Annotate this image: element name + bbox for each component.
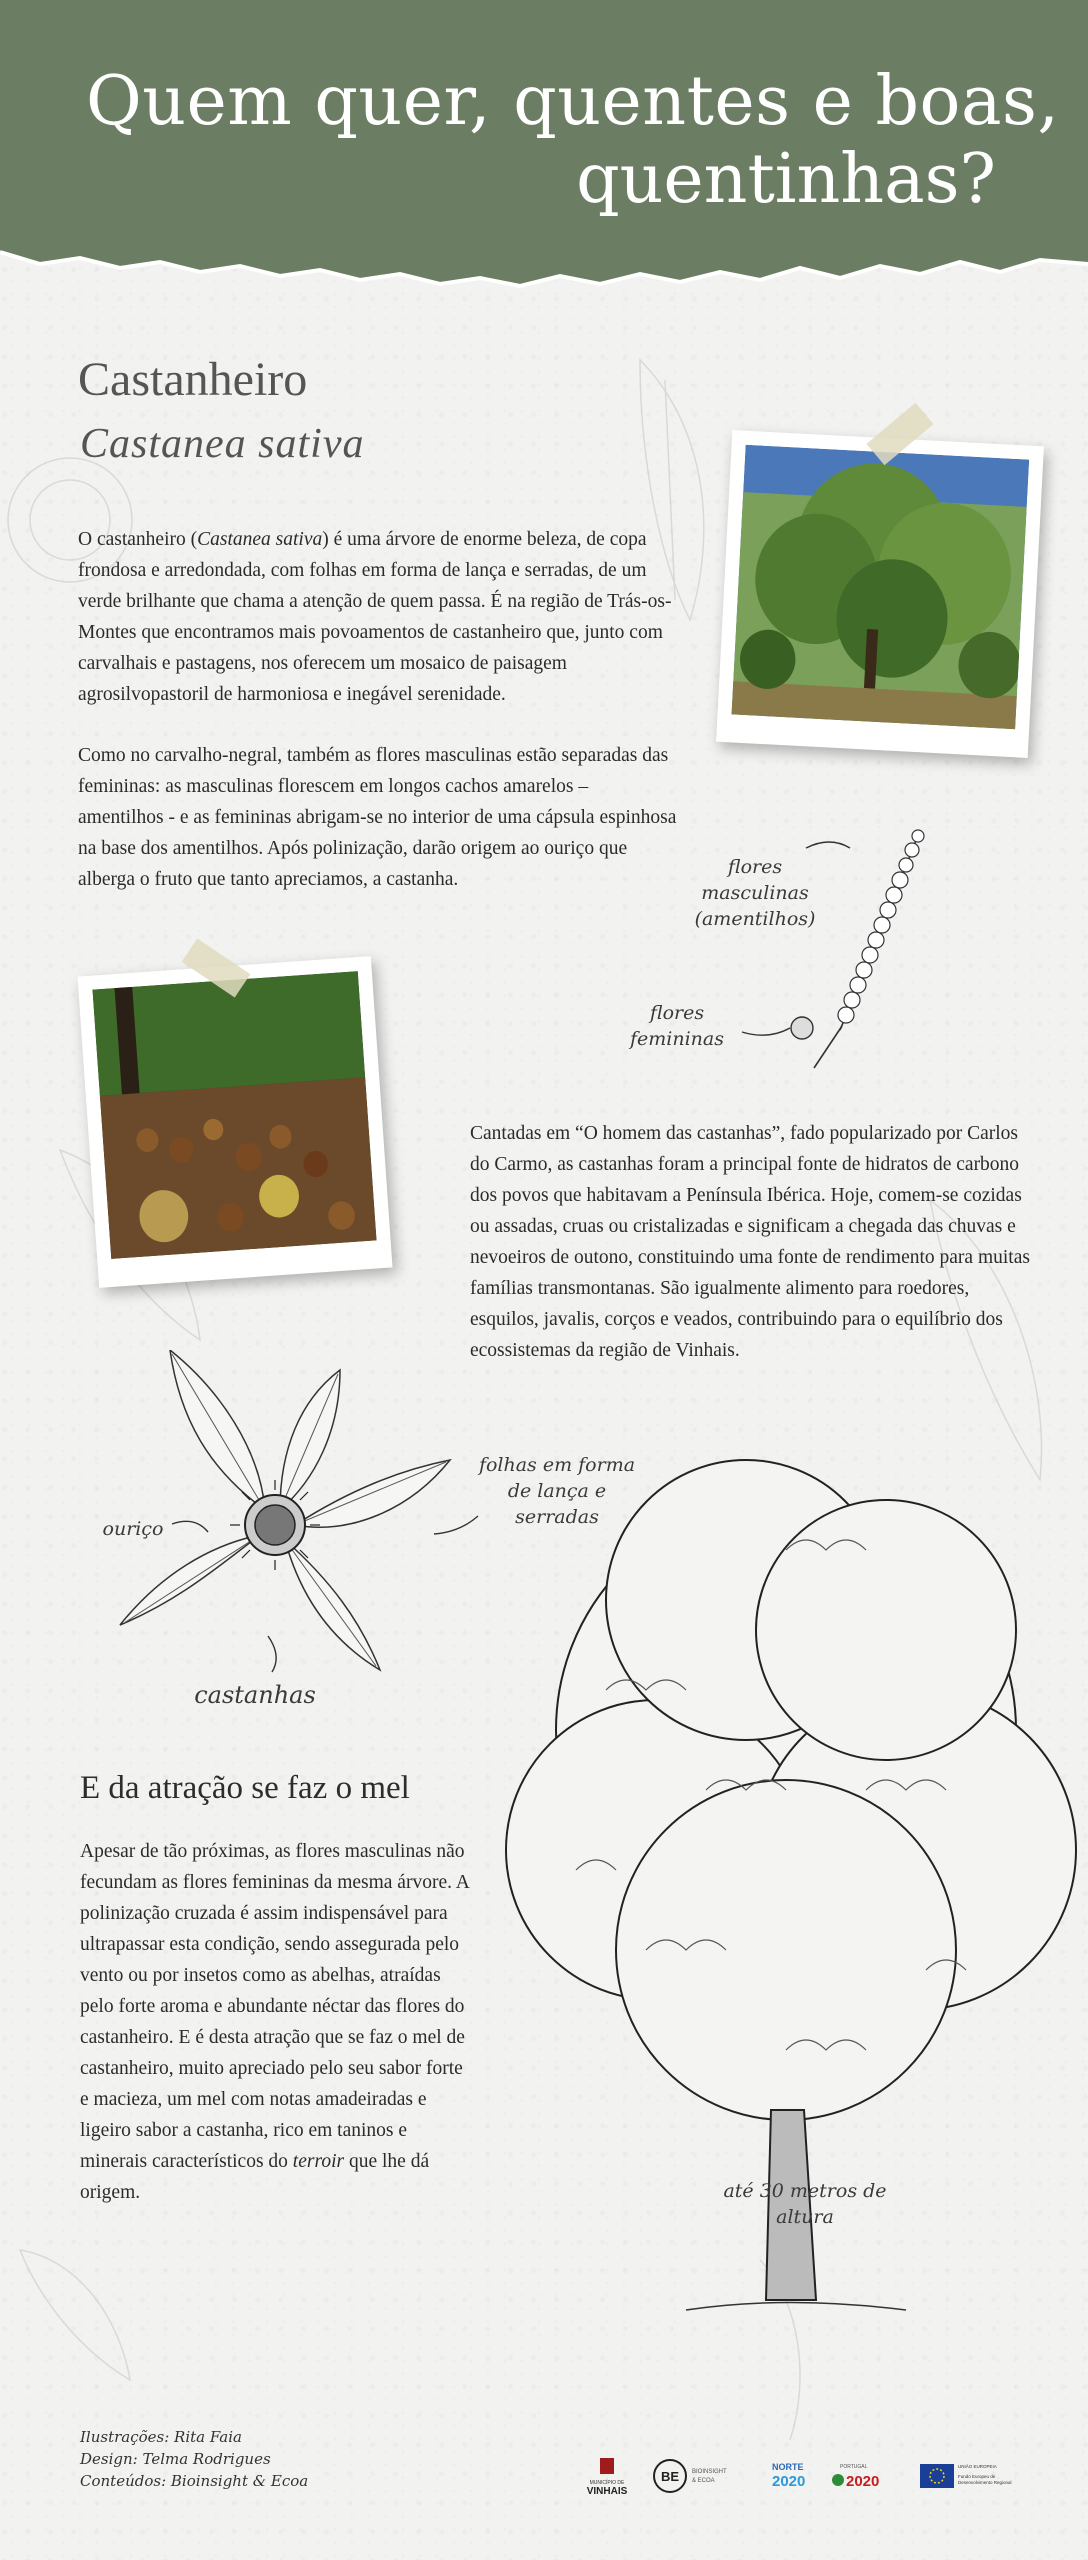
annotation-leaves: folhas em forma de lança e serradas — [478, 1454, 636, 1528]
honey-paragraph: Apesar de tão próximas, as flores masculinas não fecundam as flores femininas da mesma árvore. A polinização cruzada é assim indispensável para ultrapassar esta condição, sendo assegurada pelo vento ou por insetos como as abelhas, atraídas pelo forte aroma e abundante néctar das flores do castanheiro. E é desta atração que se faz o mel de castanheiro, muito apreciado pelo seu sabor forte e macieza, um mel com notas amadeiradas e ligeiro sabor a castanha, rico em taninos e minerais característicos do terroir que lhe dá origem. — [80, 1841, 469, 2203]
bioinsight-logo — [654, 2460, 727, 2492]
credit-illustrations: Ilustrações: Rita Faia — [80, 2428, 242, 2446]
svg-text:Fundo Europeu de: Fundo Europeu de — [958, 2474, 996, 2479]
norte2020-logo — [772, 2462, 805, 2490]
annotation-male-flowers: flores masculinas (amentilhos) — [694, 856, 816, 930]
intro-paragraph-1: O castanheiro (Castanea sativa) é uma árvore de enorme beleza, de copa frondosa e arredondada, com folhas em forma de lança e serradas, de um verde brilhante que chama a atenção de quem passa. É na região de Trás-os-Montes que encontramos mais povoamentos de castanheiro que, junto com carvalhais e pastagens, nos oferecem um mosaico de paisagem agrosilvopastoril de harmoniosa e inegável serenidade. — [78, 529, 672, 705]
svg-text:Desenvolvimento Regional: Desenvolvimento Regional — [958, 2480, 1012, 2485]
credits — [80, 2426, 308, 2492]
intro-paragraph-2: Como no carvalho-negral, também as flores masculinas estão separadas das femininas: as masculinas florescem em longos cachos amarelos – amentilhos - e as femininas abrigam-se no interior de uma cápsula espinhosa na base dos amentilhos. Após polinização, darão origem ao ouriço que alberga o fruto que tanto apreciamos, a castanha. — [78, 745, 677, 890]
portugal2020-logo — [832, 2464, 879, 2490]
credit-content: Conteúdos: Bioinsight & Ecoa — [80, 2472, 309, 2490]
svg-text:NORTE: NORTE — [772, 2462, 804, 2472]
chestnuts-photo — [77, 956, 392, 1288]
chestnut-uses-paragraph: Cantadas em “O homem das castanhas”, fado popularizado por Carlos do Carmo, as castanhas foram a principal fonte de hidratos de carbono dos povos que habitavam a Península Ibérica. Hoje, comem-se cozidas ou assadas, cruas ou cristalizadas e significam a chegada das chuvas e nevoeiros de outono, constituindo uma fonte de rendimento para muitas famílias transmontanas. São igualmente alimento para roedores, esquilos, javalis, corços e veados, contribuindo para o equilíbrio dos ecossistemas da região de Vinhais. — [470, 1123, 1030, 1361]
svg-text:MUNICÍPIO DE: MUNICÍPIO DE — [589, 2480, 625, 2486]
annotation-castanhas: castanhas — [194, 1681, 316, 1709]
partner-logos — [584, 2456, 1014, 2506]
svg-text:& ECOA: & ECOA — [692, 2478, 715, 2484]
eu-feder-logo — [920, 2463, 1012, 2488]
annotation-tree-height: até 30 metros de altura — [723, 2180, 887, 2228]
svg-text:UNIÃO EUROPEIA: UNIÃO EUROPEIA — [958, 2464, 997, 2469]
svg-text:PORTUGAL: PORTUGAL — [840, 2464, 868, 2470]
credit-design: Design: Telma Rodrigues — [80, 2450, 271, 2468]
svg-text:VINHAIS: VINHAIS — [586, 2486, 628, 2497]
species-common-name: Castanheiro — [78, 353, 308, 406]
page-title-line-2: quentinhas? — [576, 140, 996, 219]
svg-text:BIOINSIGHT: BIOINSIGHT — [692, 2469, 727, 2475]
annotation-female-flowers: flores femininas — [630, 1002, 724, 1050]
svg-text:BE: BE — [660, 2469, 680, 2484]
svg-text:2020: 2020 — [772, 2473, 806, 2490]
honey-heading: E da atração se faz o mel — [80, 1770, 410, 1806]
annotation-ourico: ouriço — [102, 1518, 164, 1540]
page-title-line-1: Quem quer, quentes e boas, — [86, 62, 1060, 141]
svg-text:2020: 2020 — [846, 2473, 880, 2490]
vinhais-logo — [587, 2458, 628, 2497]
species-latin-name: Castanea sativa — [80, 421, 365, 467]
